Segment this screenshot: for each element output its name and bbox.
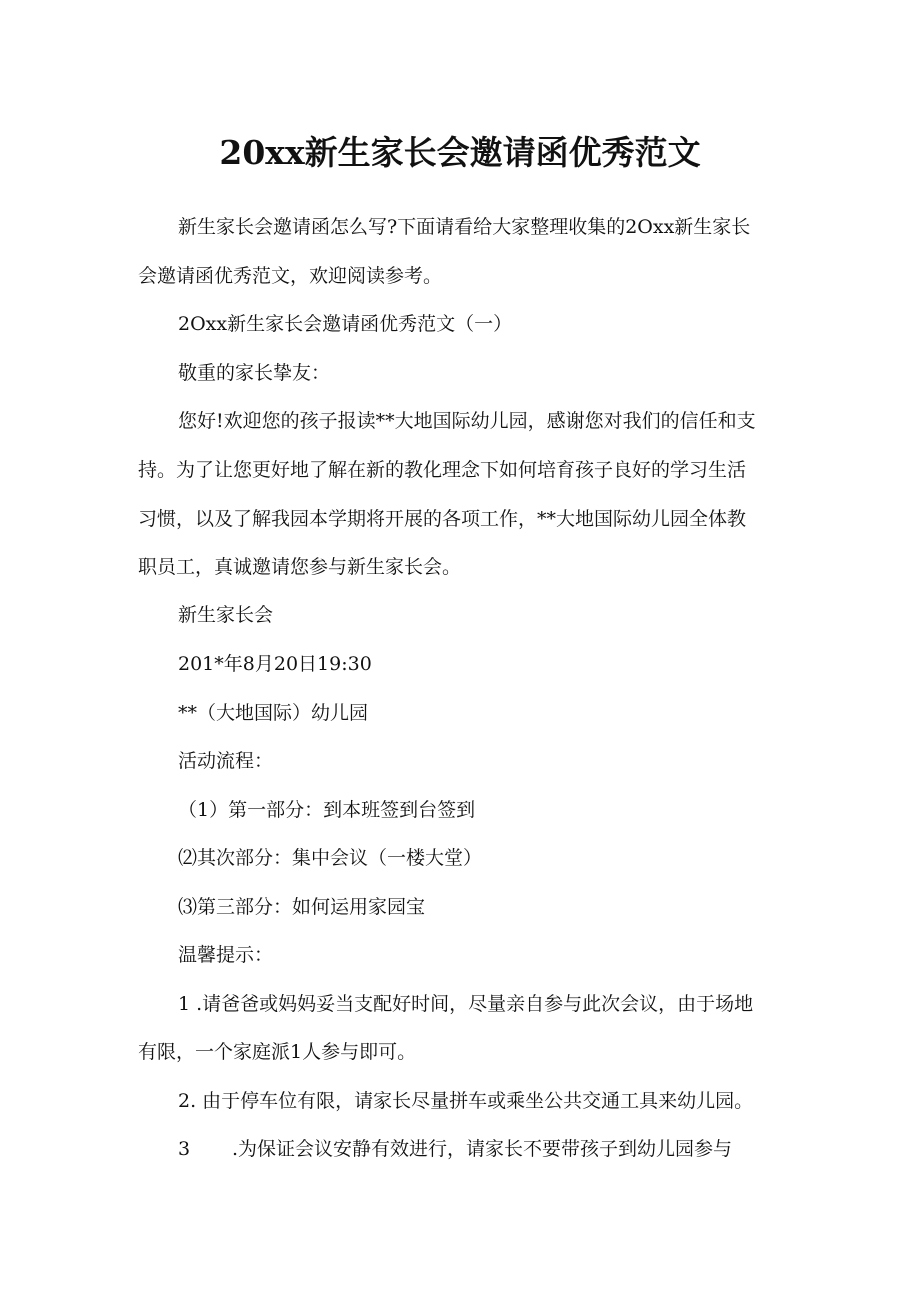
event-place: **（大地国际）幼儿园: [178, 702, 369, 724]
tip-2: 2. 由于停车位有限，请家长尽量拼车或乘坐公共交通工具来幼儿园。: [178, 1090, 754, 1112]
tip-1-line-2: 有限，一个家庭派1人参与即可。: [138, 1041, 417, 1063]
tip-3-text: .为保证会议安静有效进行，请家长不要带孩子到幼儿园参与: [232, 1138, 733, 1160]
body-line-1: 您好!欢迎您的孩子报读**大地国际幼儿园，感谢您对我们的信任和支: [178, 410, 756, 432]
body-line-4: 职员工，真诚邀请您参与新生家长会。: [138, 556, 462, 578]
greeting: 敬重的家长挚友：: [178, 362, 331, 384]
body-line-2: 持。为了让您更好地了解在新的教化理念下如何培育孩子良好的学习生活: [138, 459, 747, 481]
tip-3-number: 3: [178, 1138, 191, 1160]
event-name: 新生家长会: [178, 604, 274, 626]
flow-item-1: （1）第一部分：到本班签到台签到: [178, 799, 476, 821]
event-time: 201*年8月20日19:30: [178, 653, 372, 675]
flow-item-2: ⑵其次部分：集中会议（一楼大堂）: [178, 847, 483, 869]
flow-item-3: ⑶第三部分：如何运用家园宝: [178, 896, 426, 918]
intro-line-1: 新生家长会邀请函怎么写?下面请看给大家整理收集的2Oxx新生家长: [178, 216, 751, 238]
flow-title: 活动流程：: [178, 750, 274, 772]
tip-1-line-1: 1 .请爸爸或妈妈妥当支配好时间，尽量亲自参与此次会议，由于场地: [178, 993, 754, 1015]
document-title: 20xx新生家长会邀请函优秀范文: [219, 133, 701, 172]
body-line-3: 习惯，以及了解我园本学期将开展的各项工作，**大地国际幼儿园全体教: [138, 508, 747, 530]
intro-line-2: 会邀请函优秀范文，欢迎阅读参考。: [138, 265, 443, 287]
tips-title: 温馨提示：: [178, 944, 274, 966]
section-title: 2Oxx新生家长会邀请函优秀范文（一）: [178, 313, 513, 335]
